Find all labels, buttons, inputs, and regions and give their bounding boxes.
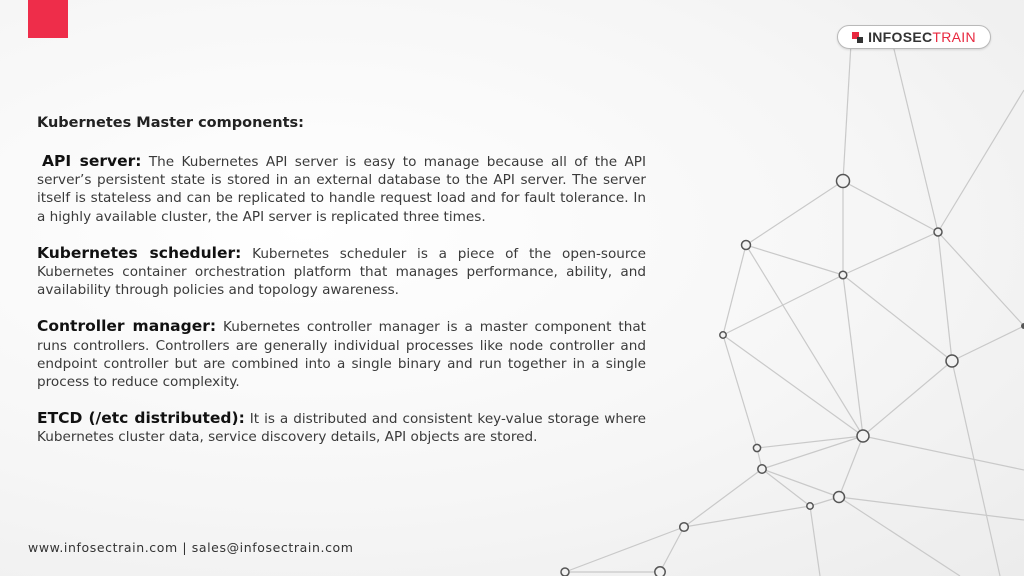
section-text: It is a distributed and consistent key-value storage where Kubernetes cluster data, service discovery details, API objects are stored. <box>37 411 646 446</box>
section-term: ETCD (/etc distributed): <box>37 409 245 428</box>
section-term: Controller manager: <box>37 317 217 336</box>
section-text: The Kubernetes API server is easy to manage because all of the API server’s persistent state is stored in an external database to the API server. The server itself is stateless and can be replicated to handle request load and for fault tolerance. In a highly available cluster, the API server is replicated three times. <box>37 154 646 225</box>
section-scheduler <box>37 244 646 300</box>
section-etcd <box>37 409 646 446</box>
infosectrain-logo <box>837 25 991 49</box>
section-term: Kubernetes scheduler: <box>37 243 242 262</box>
section-text: Kubernetes scheduler is a piece of the open-source Kubernetes container orchestration platform that manages performance, ability, and availability through policies and topology awareness. <box>37 245 646 299</box>
section-api-server <box>37 152 646 226</box>
main-content <box>37 115 646 465</box>
page-heading: Kubernetes Master components: <box>37 115 304 131</box>
logo-text-accent: TRAIN <box>932 29 976 45</box>
section-term: API server: <box>42 152 142 170</box>
logo-text-main: INFOSEC <box>868 29 933 45</box>
logo-text <box>868 29 976 45</box>
logo-mark-icon <box>852 32 863 43</box>
footer-contact: www.infosectrain.com | sales@infosectrain.com <box>28 540 354 555</box>
section-text: Kubernetes controller manager is a master component that runs controllers. Controllers are generally individual processes like node controller and endpoint controller but are combined into a single binary and run together in a single process to reduce complexity. <box>37 319 646 391</box>
section-controller-manager <box>37 317 646 391</box>
